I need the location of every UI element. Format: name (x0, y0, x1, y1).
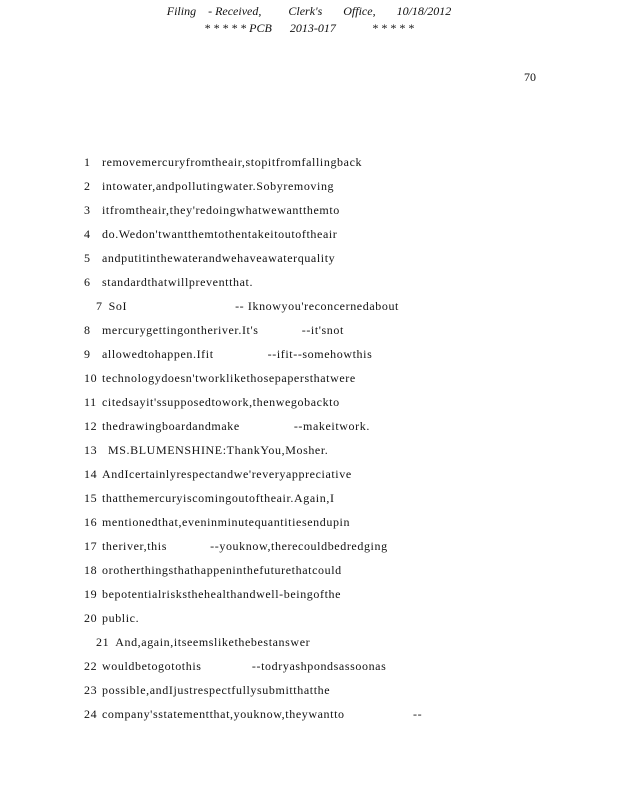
transcript-line (84, 320, 544, 344)
line-number: 9 (84, 347, 91, 361)
transcript-line (84, 344, 544, 368)
line-number: 15 (84, 491, 98, 505)
line-number: 10 (84, 371, 98, 385)
line-text: company'sstatementthat,youknow,theywantto -- (102, 707, 423, 721)
pcb-case-line: * * * * * PCB 2013-017 * * * * * (204, 21, 414, 35)
line-number: 11 (84, 395, 97, 409)
line-number: 3 (84, 203, 91, 217)
transcript-line (84, 440, 544, 464)
line-text: technologydoesn'tworklikethosepapersthatwere (102, 371, 356, 385)
line-number: 20 (84, 611, 98, 625)
transcript-line (84, 296, 544, 320)
line-number: 4 (84, 227, 91, 241)
line-number: 5 (84, 251, 91, 265)
transcript-line (84, 248, 544, 272)
line-number: 17 (84, 539, 98, 553)
transcript-body (84, 152, 544, 728)
transcript-line (84, 152, 544, 176)
transcript-line (84, 536, 544, 560)
transcript-line (84, 464, 544, 488)
line-text: thedrawingboardandmake --makeitwork. (102, 419, 370, 433)
transcript-line (84, 272, 544, 296)
transcript-line (84, 416, 544, 440)
transcript-line (84, 656, 544, 680)
line-number: 19 (84, 587, 98, 601)
line-number: 23 (84, 683, 98, 697)
transcript-line (84, 176, 544, 200)
line-number: 8 (84, 323, 91, 337)
line-text: possible,andIjustrespectfullysubmitthatthe (102, 683, 331, 697)
line-text: do.Wedon'twantthemtothentakeitoutoftheair (102, 227, 338, 241)
line-number: 14 (84, 467, 98, 481)
transcript-line (84, 200, 544, 224)
transcript-line (84, 224, 544, 248)
line-text: standardthatwillpreventthat. (102, 275, 254, 289)
filing-stamp-line: Filing - Received, Clerk's Office, 10/18/2012 (166, 4, 452, 18)
line-text: intowater,andpollutingwater.Sobyremoving (102, 179, 335, 193)
transcript-line (84, 680, 544, 704)
line-text: thatthemercuryiscomingoutoftheair.Again,I (102, 491, 335, 505)
line-text: And,again,itseemslikethebestanswer (115, 635, 311, 649)
transcript-line (84, 584, 544, 608)
line-number: 6 (84, 275, 91, 289)
line-text: bepotentialrisksthehealthandwell-beingofthe (102, 587, 342, 601)
transcript-line (84, 368, 544, 392)
line-text: allowedtohappen.Ifit --ifit--somehowthis (102, 347, 373, 361)
line-text: public. (102, 611, 140, 625)
transcript-line (84, 704, 544, 728)
transcript-line (84, 632, 544, 656)
line-text: wouldbetogotothis --todryashpondsassoonas (102, 659, 387, 673)
line-number: 2 (84, 179, 91, 193)
line-text: theriver,this --youknow,therecouldbedredging (102, 539, 388, 553)
line-number: 7 (96, 299, 103, 313)
transcript-line (84, 392, 544, 416)
transcript-line (84, 560, 544, 584)
transcript-line (84, 608, 544, 632)
line-text: mercurygettingontheriver.It's --it'snot (102, 323, 344, 337)
line-text: citedsayit'ssupposedtowork,thenwegobackto (102, 395, 340, 409)
line-number: 18 (84, 563, 98, 577)
line-text: SoI -- Iknowyou'reconcernedabout (108, 299, 399, 313)
line-number: 12 (84, 419, 98, 433)
line-number: 16 (84, 515, 98, 529)
line-text: itfromtheair,they'redoingwhatwewantthemto (102, 203, 340, 217)
line-text: MS.BLUMENSHINE:ThankYou,Mosher. (108, 443, 329, 457)
page-number: 70 (524, 70, 536, 84)
line-number: 21 (96, 635, 110, 649)
line-text: removemercuryfromtheair,stopitfromfallingback (102, 155, 363, 169)
line-number: 1 (84, 155, 91, 169)
transcript-line (84, 488, 544, 512)
line-text: mentionedthat,eveninminutequantitiesendupin (102, 515, 351, 529)
line-text: AndIcertainlyrespectandwe'reveryappreciative (102, 467, 352, 481)
line-text: orotherthingsthathappeninthefuturethatcould (102, 563, 342, 577)
transcript-line (84, 512, 544, 536)
line-text: andputitinthewaterandwehaveawaterquality (102, 251, 336, 265)
line-number: 24 (84, 707, 98, 721)
line-number: 22 (84, 659, 98, 673)
line-number: 13 (84, 443, 98, 457)
